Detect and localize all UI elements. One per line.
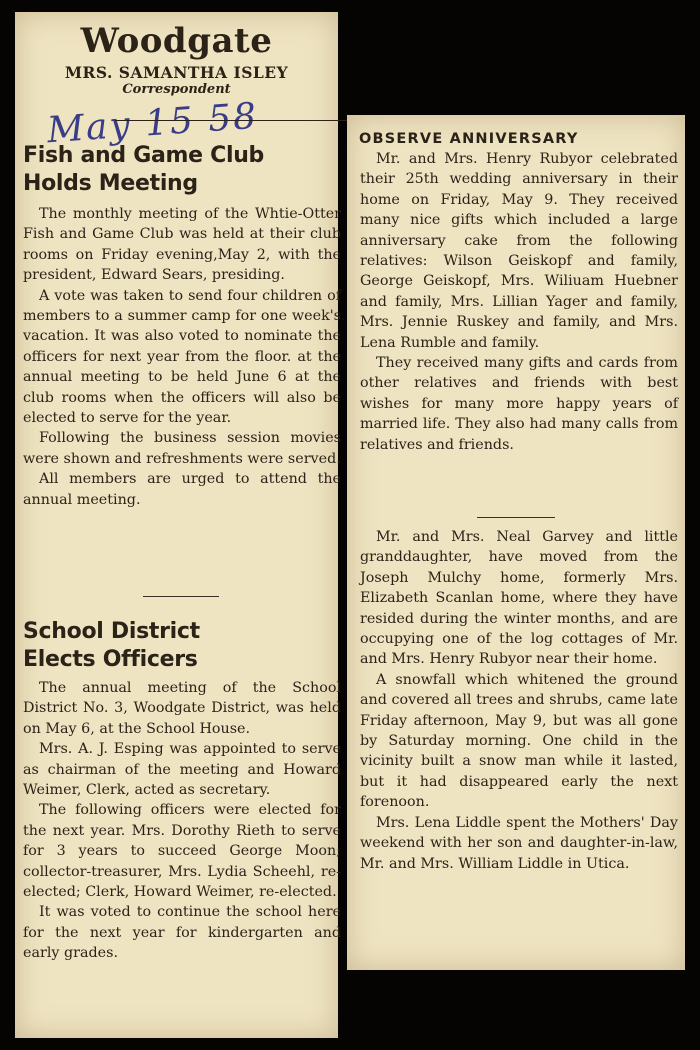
headline-line: Holds Meeting [23, 171, 198, 196]
paragraph: A snowfall which whitened the ground and covered all trees and shrubs, came late Friday afternoon, May 9, but was all gone by Saturday morning. One child in the vicinity built a snow man while it lasted, but it had disappeared early the next forenoon. [360, 671, 678, 811]
right-clipping [347, 115, 685, 970]
paragraph: All members are urged to attend the annual meeting. [23, 471, 341, 508]
article-school-district-body [23, 678, 341, 964]
paragraph: The monthly meeting of the Whtie-Otter Fish and Game Club was held at their club rooms on Friday evening,May 2, with the president, Edward Sears, presiding. [23, 206, 341, 284]
article-anniversary-body [360, 149, 678, 455]
article-divider [477, 517, 555, 518]
paragraph: Following the business session movies were shown and refreshments were served. [23, 430, 341, 467]
paragraph: It was voted to continue the school here for the next year for kindergarten and early grades. [23, 904, 341, 962]
paragraph: A vote was taken to send four children of members to a summer camp for one week's vacation. It was also voted to nominate the officers for next year from the floor. at the annual meeting to be held June 6 at the club rooms when the officers will also be elected to serve for the year. [23, 287, 341, 427]
headline-fish-game-club [23, 142, 264, 198]
paragraph: They received many gifts and cards from other relatives and friends with best wishes for many more happy years of married life. They also had many calls from relatives and friends. [360, 355, 678, 453]
paragraph: Mr. and Mrs. Neal Garvey and little granddaughter, have moved from the Joseph Mulchy home, formerly Mrs. Elizabeth Scanlan home, where they have resided during the winter months, and are occupying one of the log cottages of Mr. and Mrs. Henry Rubyor near their home. [360, 529, 678, 668]
paragraph: Mrs. Lena Liddle spent the Mothers' Day weekend with her son and daughter-in-law, Mr. and Mrs. William Liddle in Utica. [360, 814, 678, 872]
paragraph: The annual meeting of the School District No. 3, Woodgate District, was held on May 6, at the School House. [23, 680, 341, 737]
article-fish-game-body [23, 204, 341, 510]
paragraph: Mrs. A. J. Esping was appointed to serve as chairman of the meeting and Howard Weimer, Clerk, acted as secretary. [23, 741, 341, 799]
headline-school-district [23, 618, 200, 674]
masthead [15, 12, 338, 97]
correspondent-name: MRS. SAMANTHA ISLEY [64, 63, 289, 82]
headline-observe-anniversary: OBSERVE ANNIVERSARY [359, 131, 579, 147]
article-divider [143, 596, 219, 597]
masthead-title: Woodgate [80, 21, 273, 61]
article-local-news-body [360, 527, 678, 874]
masthead-rule [115, 120, 350, 121]
correspondent-role: Correspondent [122, 82, 231, 97]
left-clipping [15, 12, 341, 1038]
paragraph: Mr. and Mrs. Henry Rubyor celebrated their 25th wedding anniversary in their home on Friday, May 9. They received many nice gifts which included a large anniversary cake from the following relatives: Wilson Geiskopf and family, George Geiskopf, Mrs. Wiliuam Huebner and family, Mrs. Lillian Yager and family, Mrs. Jennie Ruskey and family, and Mrs. Lena Rumble and family. [360, 151, 678, 351]
paragraph: The following officers were elected for the next year. Mrs. Dorothy Rieth to serve for 3 years to succeed George Moon; collector-treasurer, Mrs. Lydia Scheehl, re-elected; Clerk, Howard Weimer, re-elected. [23, 802, 341, 901]
headline-line: Fish and Game Club [23, 143, 265, 168]
headline-line: School District [23, 619, 200, 644]
handwritten-date: May 15 58 [45, 95, 260, 152]
headline-line: Elects Officers [23, 647, 198, 672]
